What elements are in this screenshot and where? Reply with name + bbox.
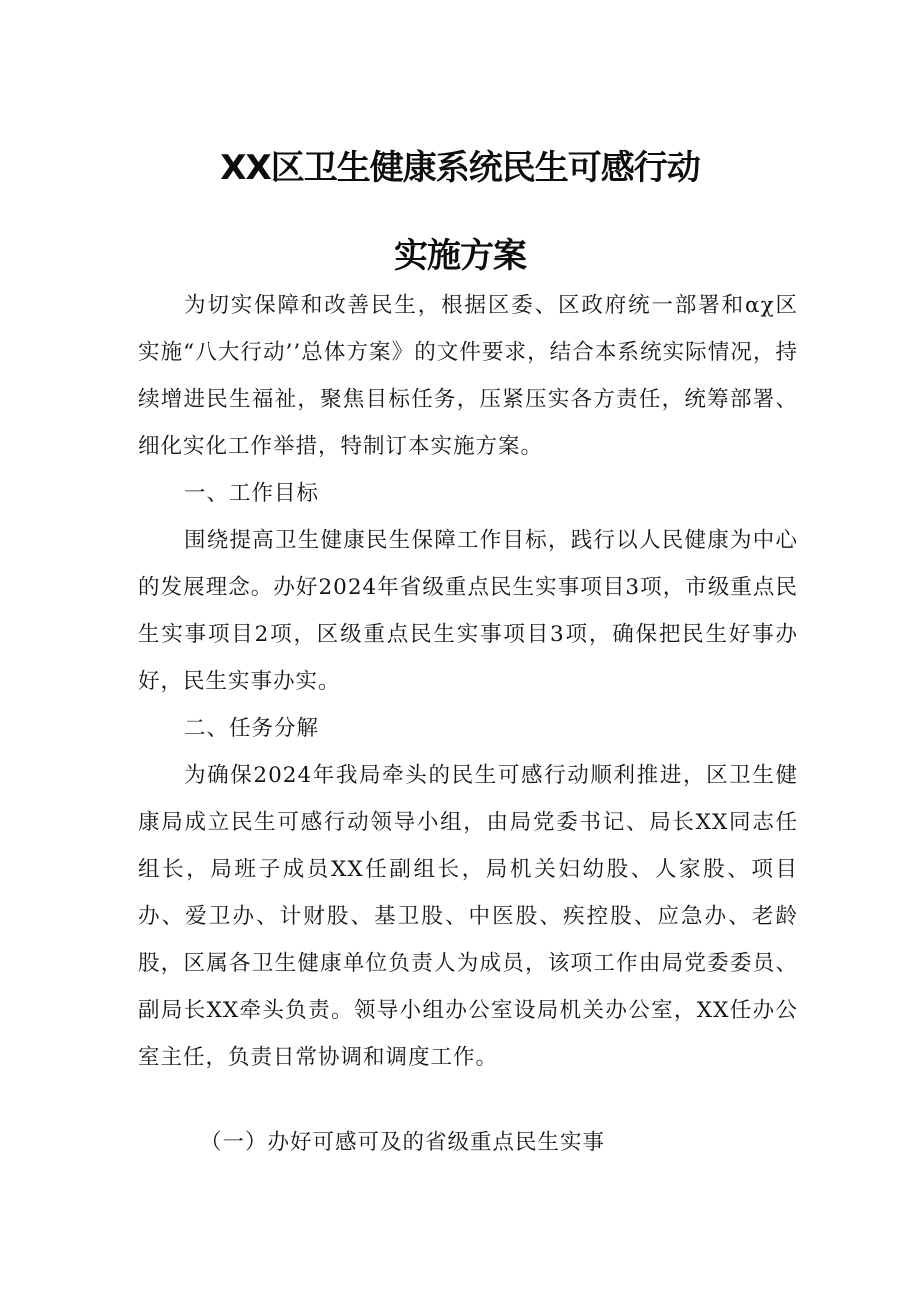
tasks-paragraph: 为确保2024年我局牵头的民生可感行动顺利推进，区卫生健康局成立民生可感行动领导小组，由局党委书记、局长XX同志任组长，局班子成员XX任副组长，局机关妇幼股、人家股、项目办、爱卫办、计财股、基卫股、中医股、疾控股、应急办、老龄股，区属各卫生健康单位负责人为成员，该项工作由局党委委员、副局长XX牵头负责。领导小组办公室设局机关办公室，XX任办公室主任，负责日常协调和调度工作。 — [138, 763, 798, 1070]
intro-paragraph: 为切实保障和改善民生，根据区委、区政府统一部署和αχ区实施“八大行动’’总体方案》的文件要求，结合本系统实际情况，持续增进民生福祉，聚焦目标任务，压紧压实各方责任，统筹部署、细化实化工作举措，特制订本实施方案。 — [138, 293, 798, 459]
sub-heading-provincial: （一）办好可感可及的省级重点民生实事 — [200, 1130, 606, 1155]
goals-paragraph: 围绕提高卫生健康民生保障工作目标，践行以人民健康为中心的发展理念。办好2024年省级重点民生实事项目3项，市级重点民生实事项目2项，区级重点民生实事项目3项，确保把民生好事办好，民生实事办实。 — [138, 528, 798, 694]
document-title-line-1: XX区卫生健康系统民生可感行动 — [220, 148, 700, 188]
section-heading-tasks: 二、任务分解 — [184, 716, 320, 741]
document-body — [138, 282, 798, 1081]
section-heading-goals: 一、工作目标 — [184, 481, 320, 506]
document-title-line-2: 实施方案 — [394, 236, 526, 276]
